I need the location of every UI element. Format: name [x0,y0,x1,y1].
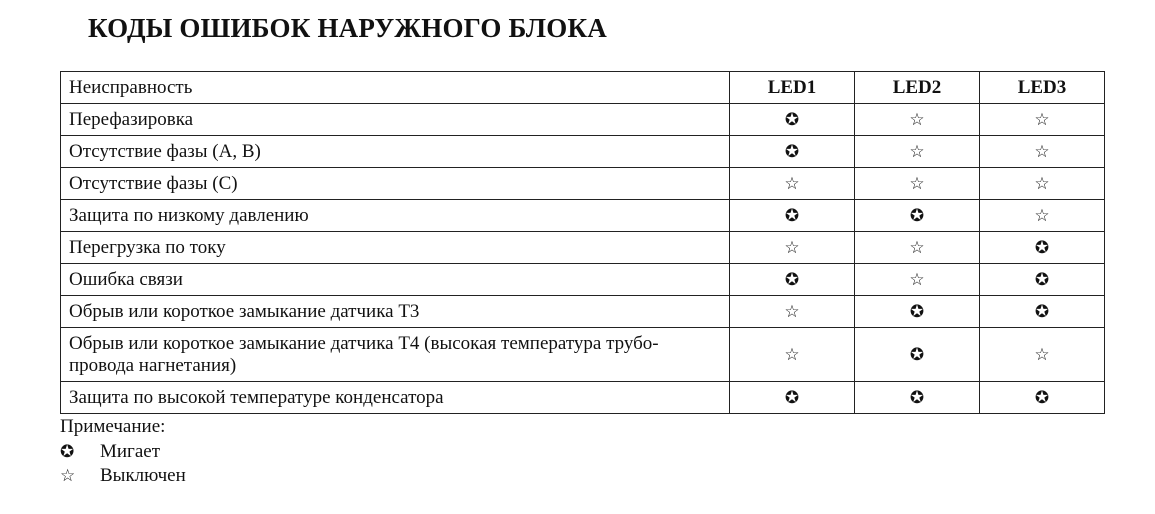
led2-cell [855,382,980,414]
off-icon: ☆ [1034,344,1050,365]
off-icon: ☆ [784,237,800,258]
off-icon: ☆ [784,173,800,194]
fault-label: Отсутствие фазы (C) [61,168,730,200]
blinking-icon: ✪ [909,344,925,365]
led2-cell [855,232,980,264]
page-title: КОДЫ ОШИБОК НАРУЖНОГО БЛОКА [88,13,607,43]
blinking-icon: ✪ [1034,269,1050,290]
legend [60,415,186,489]
table-row [61,104,1105,136]
off-icon: ☆ [60,466,76,486]
error-codes-table [60,71,1105,414]
led3-cell [980,168,1105,200]
table-row [61,136,1105,168]
led1-cell [730,382,855,414]
header-fault: Неисправность [61,72,730,104]
fault-label: Обрыв или короткое замыкание датчика T3 [61,296,730,328]
blinking-icon: ✪ [784,269,800,290]
led2-cell [855,296,980,328]
led1-cell [730,328,855,382]
off-icon: ☆ [1034,141,1050,162]
led3-cell [980,104,1105,136]
led3-cell [980,136,1105,168]
off-icon: ☆ [784,344,800,365]
led1-cell [730,136,855,168]
off-icon: ☆ [909,269,925,290]
blinking-icon: ✪ [784,141,800,162]
header-led2: LED2 [855,72,980,104]
fault-label: Ошибка связи [61,264,730,296]
off-icon: ☆ [784,301,800,322]
led2-cell [855,104,980,136]
blinking-icon: ✪ [1034,237,1050,258]
off-icon: ☆ [909,237,925,258]
led1-cell [730,264,855,296]
legend-item-off [60,464,186,489]
led3-cell [980,328,1105,382]
off-icon: ☆ [1034,109,1050,130]
fault-label: Перефазировка [61,104,730,136]
table-row [61,296,1105,328]
table-row [61,200,1105,232]
fault-label: Отсутствие фазы (A, B) [61,136,730,168]
off-icon: ☆ [909,141,925,162]
led2-cell [855,200,980,232]
off-icon: ☆ [1034,205,1050,226]
table-row [61,168,1105,200]
blinking-icon: ✪ [909,205,925,226]
led1-cell [730,104,855,136]
blinking-icon: ✪ [1034,387,1050,408]
led3-cell [980,382,1105,414]
led1-cell [730,232,855,264]
fault-label: Обрыв или короткое замыкание датчика T4 (высокая температура трубо-провода нагнетания) [61,328,730,382]
led3-cell [980,264,1105,296]
led2-cell [855,136,980,168]
blinking-icon: ✪ [909,387,925,408]
off-icon: ☆ [1034,173,1050,194]
led2-cell [855,328,980,382]
led2-cell [855,168,980,200]
blinking-icon: ✪ [784,109,800,130]
blinking-icon: ✪ [909,301,925,322]
led1-cell [730,296,855,328]
legend-item-blinking [60,440,186,465]
off-icon: ☆ [909,109,925,130]
blinking-icon: ✪ [1034,301,1050,322]
fault-label: Перегрузка по току [61,232,730,264]
blinking-icon: ✪ [784,205,800,226]
legend-text-off: Выключен [100,465,186,486]
fault-label: Защита по высокой температуре конденсатора [61,382,730,414]
table-row [61,328,1105,382]
table-row [61,382,1105,414]
header-led1: LED1 [730,72,855,104]
blinking-icon: ✪ [784,387,800,408]
blinking-icon: ✪ [60,441,75,462]
legend-text-blinking: Мигает [100,440,161,462]
led1-cell [730,200,855,232]
table-header-row [61,72,1105,104]
table-body [61,104,1105,414]
table-row [61,232,1105,264]
fault-label: Защита по низкому давлению [61,200,730,232]
table-row [61,264,1105,296]
off-icon: ☆ [909,173,925,194]
led3-cell [980,296,1105,328]
led3-cell [980,200,1105,232]
header-led3: LED3 [980,72,1105,104]
led1-cell [730,168,855,200]
led3-cell [980,232,1105,264]
legend-heading: Примечание: [60,416,166,437]
led2-cell [855,264,980,296]
